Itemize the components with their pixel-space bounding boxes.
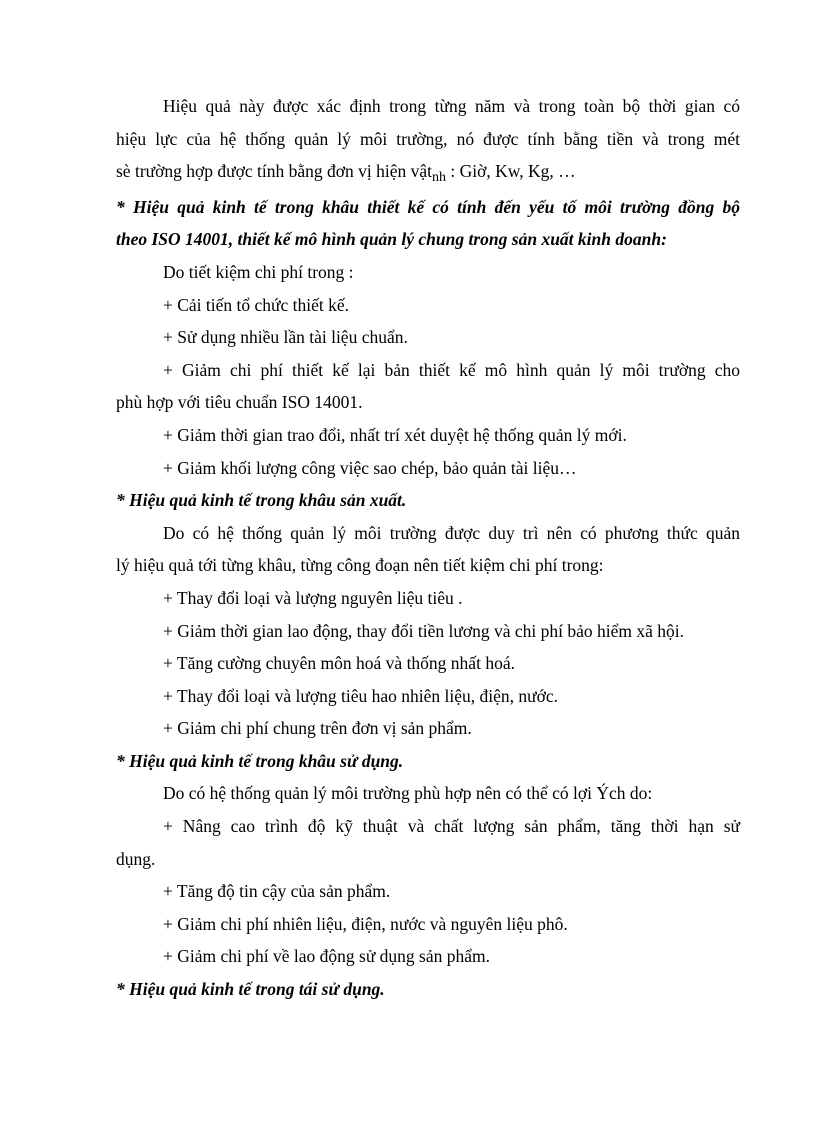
para1-line3-units: : Giờ, Kw, Kg, … — [446, 161, 576, 182]
section3-item-1-line1: + Nâng cao trình độ kỹ thuật và chất lượng sản phẩm, tăng thời hạn sử — [163, 816, 740, 837]
section2-item-4: + Thay đổi loại và lượng tiêu hao nhiên liệu, điện, nước. — [163, 685, 558, 706]
para1-line3-text: sè trường hợp được tính bằng đơn vị hiện vật — [116, 161, 433, 182]
section1-intro: Do tiết kiệm chi phí trong : — [163, 261, 354, 282]
section1-item-1: + Cải tiến tổ chức thiết kế. — [163, 294, 350, 315]
section3-item-2: + Tăng độ tin cậy của sản phẩm. — [163, 881, 391, 902]
para1-line2: hiệu lực của hệ thống quản lý môi trường, nó được tính bằng tiền và trong mét — [116, 128, 740, 149]
section2-item-2: + Giảm thời gian lao động, thay đổi tiền lương và chi phí bảo hiểm xã hội. — [163, 620, 684, 641]
para1-line3-subscript: nh — [432, 170, 447, 186]
section3-item-1-line2: dụng. — [116, 848, 156, 869]
section3-item-4: + Giảm chi phí về lao động sử dụng sản phẩm. — [163, 946, 491, 967]
section2-item-3: + Tăng cường chuyên môn hoá và thống nhất hoá. — [163, 653, 515, 674]
section2-intro-line1: Do có hệ thống quản lý môi trường được duy trì nên có phương thức quản — [163, 522, 740, 543]
section2-intro-line2: lý hiệu quả tới từng khâu, từng công đoạn nên tiết kiệm chi phí trong: — [116, 555, 604, 576]
section3-item-3: + Giảm chi phí nhiên liệu, điện, nước và nguyên liệu phô. — [163, 913, 568, 934]
para1-line1: Hiệu quả này được xác định trong từng năm và trong toàn bộ thời gian có — [163, 96, 740, 116]
document-body — [116, 90, 740, 1006]
section1-heading-line2: theo ISO 14001, thiết kế mô hình quản lý chung trong sản xuất kinh doanh: — [116, 229, 667, 250]
section2-item-5: + Giảm chi phí chung trên đơn vị sản phẩm. — [163, 718, 472, 739]
section2-item-1: + Thay đổi loại và lượng nguyên liệu tiêu . — [163, 587, 463, 608]
section4-heading: * Hiệu quả kinh tế trong tái sử dụng. — [116, 979, 385, 1000]
section3-heading: * Hiệu quả kinh tế trong khâu sử dụng. — [116, 750, 404, 771]
section1-item-2: + Sử dụng nhiều lần tài liệu chuẩn. — [163, 327, 408, 348]
section2-heading: * Hiệu quả kinh tế trong khâu sản xuất. — [116, 490, 407, 511]
section1-heading-line1: * Hiệu quả kinh tế trong khâu thiết kế có tính đến yếu tố môi trường đồng bộ — [116, 196, 740, 217]
section3-intro: Do có hệ thống quản lý môi trường phù hợp nên có thể có lợi Ých do: — [163, 783, 653, 804]
section1-item-4: + Giảm thời gian trao đổi, nhất trí xét duyệt hệ thống quản lý mới. — [163, 424, 627, 445]
para1-line3 — [116, 155, 740, 191]
section1-item-3-line1: + Giảm chi phí thiết kế lại bản thiết kế mô hình quản lý môi trường cho — [163, 359, 740, 380]
section1-item-3-line2: phù hợp với tiêu chuẩn ISO 14001. — [116, 392, 363, 413]
section1-item-5: + Giảm khối lượng công việc sao chép, bảo quản tài liệu… — [163, 457, 577, 478]
